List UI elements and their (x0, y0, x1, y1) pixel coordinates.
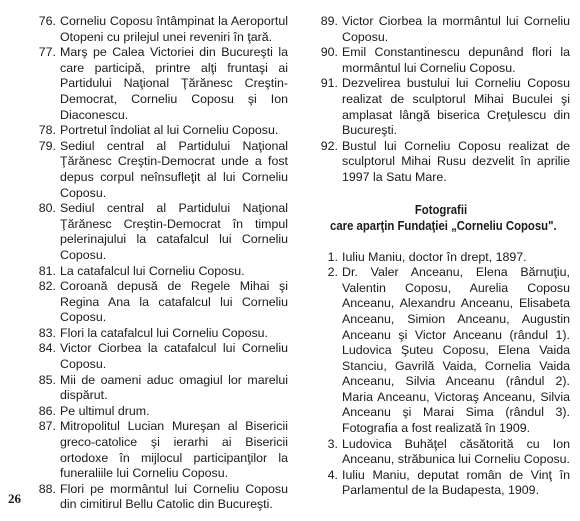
item-caption: Flori la catafalcul lui Corneliu Coposu. (60, 325, 268, 340)
item-caption: Marş pe Calea Victoriei din Bucureşti la care participă, printre alţi fruntaşi ai Partidului Naţional Ţărănesc Creştin-Democrat, Corneliu Coposu şi Ion Diaconescu. (60, 45, 288, 122)
item-caption: Coroană depusă de Regele Mihai şi Regina Ana la catafalcul lui Corneliu Coposu. (60, 279, 288, 325)
item-caption: Victor Ciorbea la catafalcul lui Corneliu Coposu. (60, 341, 288, 372)
item-number: 80. (38, 201, 56, 216)
item-number: 1. (327, 249, 338, 264)
foundation-photo-list (312, 250, 570, 500)
item-number: 77. (38, 45, 56, 60)
item-number: 87. (38, 419, 56, 434)
item-number: 81. (38, 263, 56, 278)
item-caption: Iuliu Maniu, deputat român de Vinţ în Parlamentul de la Budapesta, 1909. (342, 467, 570, 498)
item-caption: Iuliu Maniu, doctor în drept, 1897. (342, 249, 527, 264)
list-item (312, 139, 570, 186)
right-column (312, 14, 570, 499)
list-item (30, 482, 288, 513)
list-item (30, 264, 288, 280)
item-caption: Victor Ciorbea la mormântul lui Corneliu Coposu. (342, 14, 570, 44)
list-item (30, 404, 288, 420)
list-item (30, 373, 288, 404)
list-item (312, 76, 570, 138)
item-number: 84. (38, 341, 56, 356)
item-number: 76. (38, 14, 56, 28)
list-item (312, 437, 570, 468)
item-number: 89. (320, 14, 338, 28)
item-number: 91. (320, 76, 338, 91)
item-caption: Dezvelirea bustului lui Corneliu Coposu realizat de sculptorul Mihai Buculei şi amplasat lângă biserica Creţulescu din Bucureşti. (342, 76, 570, 138)
item-number: 82. (38, 279, 56, 294)
section-heading-line2: care aparţin Fundaţiei „Corneliu Coposu". (330, 217, 557, 233)
list-item (312, 468, 570, 499)
section-heading (330, 201, 557, 234)
photo-caption-list (30, 14, 288, 513)
item-number: 2. (327, 265, 338, 280)
list-item (30, 326, 288, 342)
list-item (30, 341, 288, 372)
item-caption: Flori pe mormântul lui Corneliu Coposu din cimitirul Bellu Catolic din Bucureşti. (60, 481, 288, 512)
item-number: 86. (38, 403, 56, 418)
item-caption: La catafalcul lui Corneliu Coposu. (60, 263, 245, 278)
item-number: 88. (38, 481, 56, 496)
item-caption: Pe ultimul drum. (60, 403, 150, 418)
item-number: 3. (327, 436, 338, 451)
left-column (30, 14, 288, 513)
item-caption: Mitropolitul Lucian Mureşan al Bisericii greco-catolice şi ierarhi ai Bisericii ortodoxe în mijlocul participanţilor la funeraliile lui Corneliu Coposu. (60, 419, 288, 481)
item-caption: Emil Constantinescu depunând flori la mormântul lui Corneliu Coposu. (342, 45, 570, 75)
item-number: 4. (327, 467, 338, 482)
list-item (30, 139, 288, 201)
section-heading-line1: Fotografii (414, 201, 468, 217)
list-item (312, 265, 570, 437)
list-item (312, 250, 570, 266)
item-caption: Dr. Valer Anceanu, Elena Bărnuţiu, Valentin Coposu, Aurelia Coposu Anceanu, Alexandru Anceanu, Elisabeta Anceanu, Simion Anceanu, Augustin Anceanu şi Victor Anceanu (rândul 1). Ludovica Şuteu Coposu, Elena Vaida Stanciu, Gavrilă Vaida, Cornelia Vaida Anceanu, Silvia Anceanu (rândul 2). Maria Anceanu, Victoraş Anceanu, Silvia Anceanu şi Marai Sima (rândul 3). Fotografia a fost realizată în 1909. (342, 265, 570, 436)
item-number: 92. (320, 138, 338, 153)
item-number: 78. (38, 123, 56, 138)
item-caption: Ludovica Buhăţel căsătorită cu Ion Anceanu, străbunica lui Corneliu Coposu. (342, 436, 570, 467)
list-item (312, 14, 570, 45)
item-caption: Portretul îndoliat al lui Corneliu Coposu. (60, 123, 279, 138)
item-number: 90. (320, 45, 338, 60)
list-item (312, 45, 570, 76)
item-caption: Bustul lui Corneliu Coposu realizat de sculptorul Mihai Rusu dezvelit în aprilie 1997 la Satu Mare. (342, 138, 570, 184)
item-caption: Sediul central al Partidului Naţional Ţărănesc Creştin-Democrat unde a fost depus corpul neînsufleţit al lui Corneliu Coposu. (60, 138, 288, 200)
list-item (30, 201, 288, 263)
item-caption: Corneliu Coposu întâmpinat la Aeroportul Otopeni cu prilejul unei reveniri în ţară. (60, 14, 288, 44)
photo-caption-list-continued (312, 14, 570, 186)
list-item (30, 419, 288, 481)
item-caption: Mii de oameni aduc omagiul lor marelui dispărut. (60, 372, 288, 403)
list-item (30, 45, 288, 123)
list-item (30, 14, 288, 45)
item-number: 79. (38, 138, 56, 153)
list-item (30, 279, 288, 326)
page-number: 26 (8, 491, 21, 506)
item-caption: Sediul central al Partidului Naţional Ţărănesc Creştin-Democrat în timpul pelerinajului la catafalcul lui Corneliu Coposu. (60, 201, 288, 262)
item-number: 85. (38, 372, 56, 387)
list-item (30, 123, 288, 139)
item-number: 83. (38, 325, 56, 340)
